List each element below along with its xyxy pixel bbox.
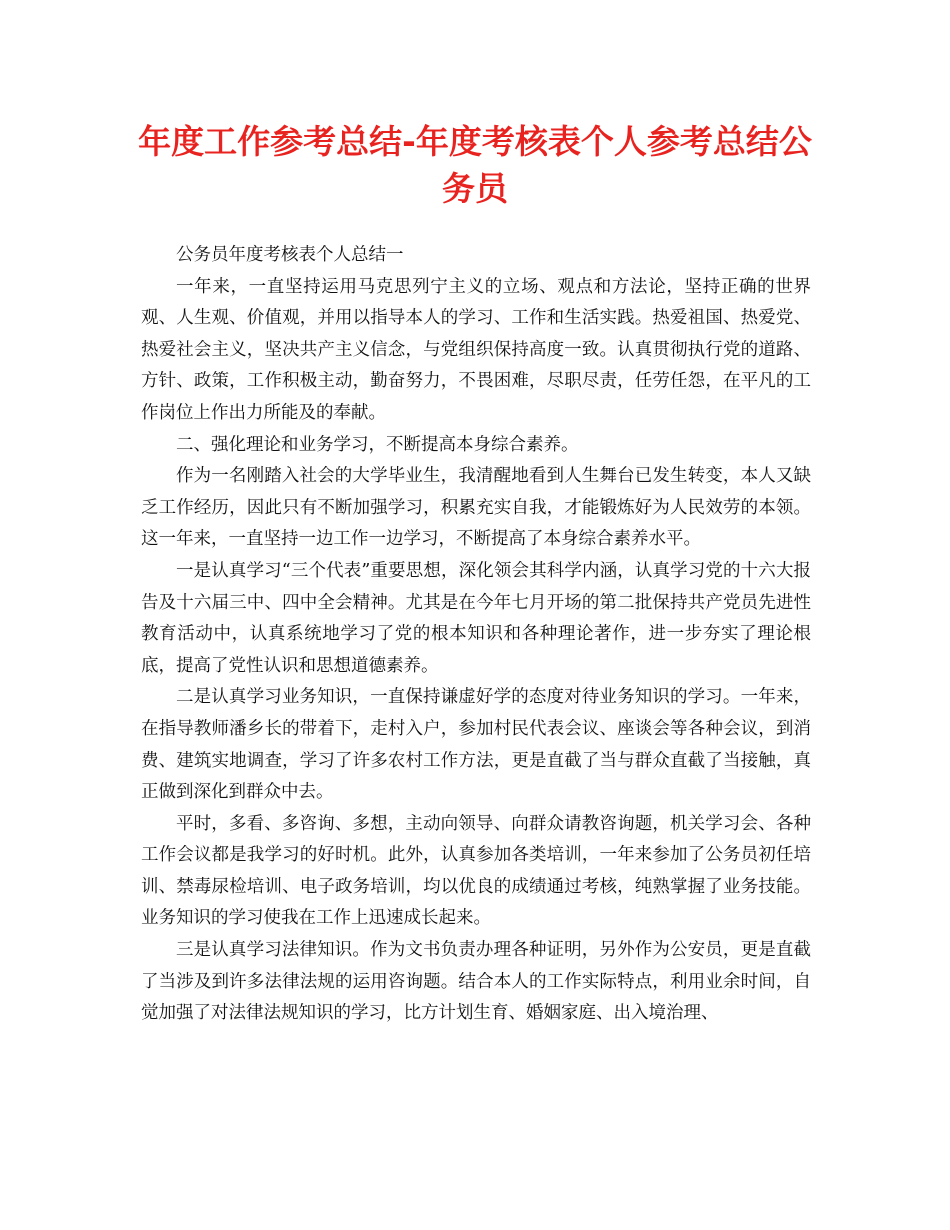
section-heading: 二、强化理论和业务学习，不断提高本身综合素养。 <box>176 434 579 455</box>
document-title: 年度工作参考总结-年度考核表个人参考总结公务员 <box>138 122 812 208</box>
paragraph: 一年来，一直坚持运用马克思列宁主义的立场、观点和方法论，坚持正确的世界观、人生观、价值观，并用以指导本人的学习、工作和生活实践。热爱祖国、热爱党、热爱社会主义，坚决共产主义信念，与党组织保持高度一致。认真贯彻执行党的道路、方针、政策，工作积极主动，勤奋努力，不畏困难，尽职尽责，任劳任怨，在平凡的工作岗位上作出力所能及的奉献。 <box>141 276 811 423</box>
section-heading: 公务员年度考核表个人总结一 <box>176 245 404 265</box>
paragraph: 一是认真学习“三个代表”重要思想，深化领会其科学内涵，认真学习党的十六大报告及十六届三中、四中全会精神。尤其是在今年七月开场的第二批保持共产党员先进性教育活动中，认真系统地学习了党的根本知识和各种理论著作，进一步夯实了理论根底，提高了党性认识和思想道德素养。 <box>141 560 811 676</box>
paragraph: 三是认真学习法律知识。作为文书负责办理各种证明，另外作为公安员，更是直截了当涉及到许多法律法规的运用咨询题。结合本人的工作实际特点，利用业余时间，自觉加强了对法律法规知识的学习，比方计划生育、婚姻家庭、出入境治理、 <box>141 940 811 1024</box>
paragraph: 平时，多看、多咨询、多想，主动向领导、向群众请教咨询题，机关学习会、各种工作会议都是我学习的好时机。此外，认真参加各类培训，一年来参加了公务员初任培训、禁毒尿检培训、电子政务培训，均以优良的成绩通过考核，纯熟掌握了业务技能。业务知识的学习使我在工作上迅速成长起来。 <box>141 813 811 929</box>
document-body <box>141 240 811 1030</box>
paragraph: 二是认真学习业务知识，一直保持谦虚好学的态度对待业务知识的学习。一年来，在指导教师潘乡长的带着下，走村入户，参加村民代表会议、座谈会等各种会议，到消费、建筑实地调查，学习了许多农村工作方法，更是直截了当与群众直截了当接触，真正做到深化到群众中去。 <box>141 687 811 803</box>
paragraph: 作为一名刚踏入社会的大学毕业生，我清醒地看到人生舞台已发生转变，本人又缺乏工作经历，因此只有不断加强学习，积累充实自我，才能锻炼好为人民效劳的本领。这一年来，一直坚持一边工作一边学习，不断提高了本身综合素养水平。 <box>141 466 811 550</box>
